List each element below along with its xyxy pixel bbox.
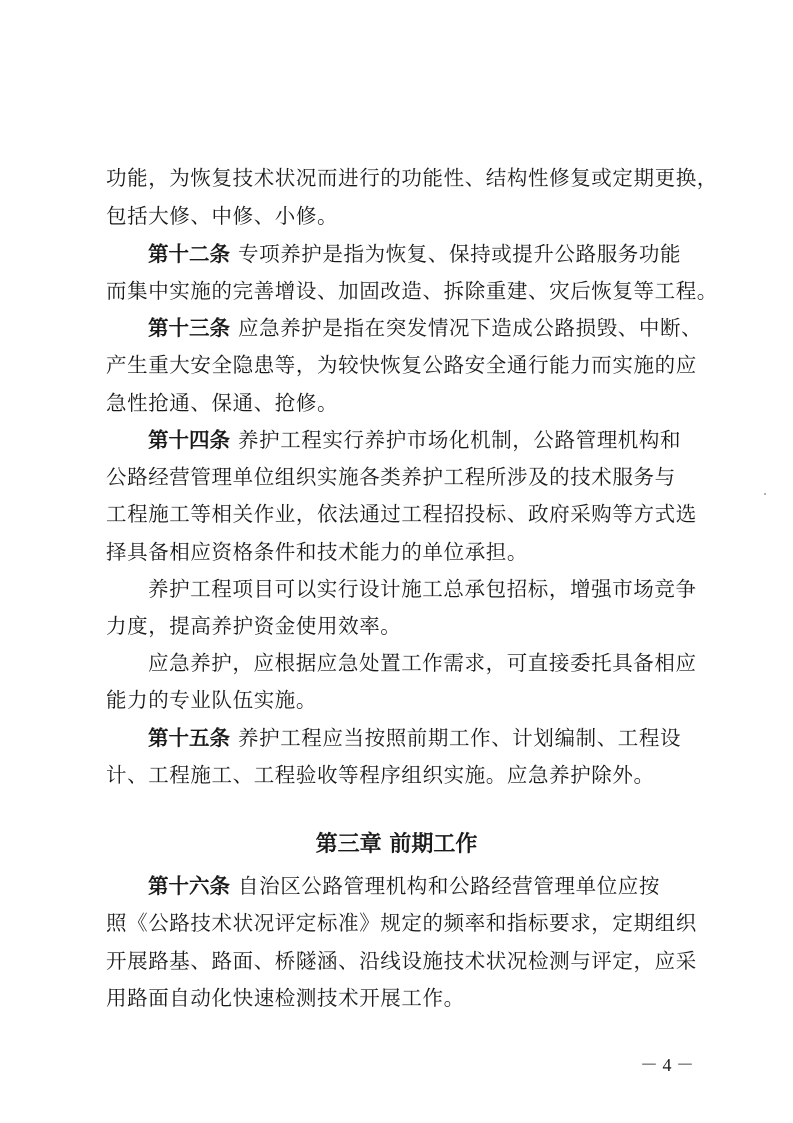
article-16-heading: 第十六条 (148, 874, 230, 898)
article-16-line (148, 872, 691, 900)
text-line: 用路面自动化快速检测技术开展工作。 (106, 986, 465, 1010)
text-line: 而集中实施的完善增设、加固改造、拆除重建、灾后恢复等工程。 (106, 279, 718, 303)
scan-speck (764, 493, 766, 495)
article-14-heading: 第十四条 (148, 428, 230, 452)
text-line: 养护工程项目可以实行设计施工总承包招标，增强市场竞争 (148, 577, 697, 601)
text-line: 择具备相应资格条件和技术能力的单位承担。 (106, 540, 528, 564)
article-13-heading: 第十三条 (148, 316, 230, 340)
chapter-heading: 第三章 前期工作 (315, 832, 478, 857)
text-line: 开展路基、路面、桥隧涵、沿线设施技术状况检测与评定，应采 (106, 949, 697, 973)
text-span: 自治区公路管理机构和公路经营管理单位应按 (238, 874, 660, 898)
text-line: 应急养护，应根据应急处置工作需求，可直接委托具备相应 (148, 651, 697, 675)
text-line: 工程施工等相关作业，依法通过工程招投标、政府采购等方式选 (106, 502, 697, 526)
text-line: 急性抢通、保通、抢修。 (106, 391, 339, 415)
article-15-line (148, 724, 691, 752)
text-line: 照《公路技术状况评定标准》规定的频率和指标要求，定期组织 (106, 911, 697, 935)
article-14-line (148, 426, 691, 454)
text-line: 公路经营管理单位组织实施各类养护工程所涉及的技术服务与 (106, 465, 676, 489)
text-span: 专项养护是指为恢复、保持或提升公路服务功能 (238, 242, 682, 266)
article-12-line (148, 240, 691, 268)
article-15-heading: 第十五条 (148, 726, 230, 750)
text-line: 包括大修、中修、小修。 (106, 204, 339, 228)
text-line: 能力的专业队伍实施。 (106, 688, 317, 712)
text-span: 养护工程实行养护市场化机制，公路管理机构和 (238, 428, 682, 452)
text-span: 应急养护是指在突发情况下造成公路损毁、中断、 (238, 316, 703, 340)
text-line: 产生重大安全隐患等，为较快恢复公路安全通行能力而实施的应 (106, 353, 697, 377)
text-line: 功能，为恢复技术状况而进行的功能性、结构性修复或定期更换， (106, 166, 718, 190)
page-number: － 4 － (640, 1055, 694, 1075)
text-line: 计、工程施工、工程验收等程序组织实施。应急养护除外。 (106, 763, 655, 787)
text-span: 养护工程应当按照前期工作、计划编制、工程设 (238, 726, 682, 750)
article-13-line (148, 314, 703, 342)
article-12-heading: 第十二条 (148, 242, 230, 266)
text-line: 力度，提高养护资金使用效率。 (106, 614, 402, 638)
